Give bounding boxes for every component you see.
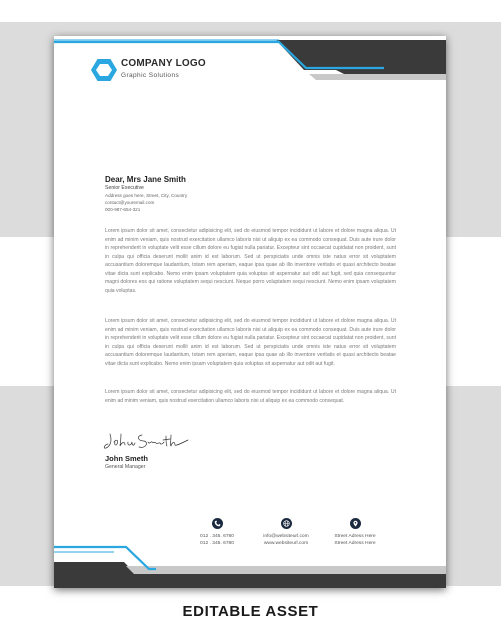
recipient-email: contact@youremail.com <box>105 200 155 205</box>
editable-asset-caption: EDITABLE ASSET <box>182 603 319 620</box>
footer-website[interactable]: www.websiteurl.com <box>263 541 309 546</box>
footer-address-line-1: Street Adress Here <box>334 534 376 539</box>
body-paragraph-1: Lorem ipsum dolor sit amet, consectetur adipisicing elit, sed do eiusmod tempor incididunt ut labore et dolore magna aliqua. Ut enim ad minim veniam, quis nostrud exercitation ullamco laboris nisi ut aliquip ex ea commodo consequat. Duis aute irure dolor in reprehenderit in voluptate velit esse cillum dolore eu fugiat nulla pariatur. Excepteur sint occaecat cupidatat non proident, sunt in culpa qui officia deserunt mollit anim id est laborum. Sed ut perspiciatis unde omnis iste natus error sit voluptatem accusantium doloremque laudantium, totam rem aperiam, eaque ipsa quae ab illo inventore veritatis et quasi architecto beatae vitae dicta sunt explicabo. Nemo enim ipsam voluptatem quia voluptas sit aspernatur aut odit aut fugit, sed quia consequuntur magni dolores eos qui ratione voluptatem sequi nesciunt. Neque porro voluptatem sequi nesciunt. Nemo enim ipsam voluptatem quia voluptas. <box>105 228 396 294</box>
hexagon-logo-icon <box>91 58 117 82</box>
body-paragraph-2: Lorem ipsum dolor sit amet, consectetur adipisicing elit, sed do eiusmod tempor incididunt ut labore et dolore magna aliqua. Ut enim ad minim veniam, quis nostrud exercitation ullamco laboris nisi ut aliquip ex ea commodo consequat. Duis aute irure dolor in reprehenderit in voluptate velit esse cillum dolore eu fugiat nulla pariatur. Excepteur sint occaecat cupidatat non proident, sunt in culpa qui officia deserunt mollit anim id est laborum. Sed ut perspiciatis unde omnis iste natus error sit voluptatem accusantium doloremque laudantium, totam rem aperiam, eaque ipsa quae ab illo inventore veritatis et quasi architecto beatae vitae dicta sunt explicabo. Nemo enim ipsam voluptatem quia voluptas sit aspernatur aut odit aut fugit. <box>105 318 396 367</box>
footer-decoration <box>54 540 446 588</box>
recipient-name: Dear, Mrs Jane Smith <box>105 175 186 184</box>
footer-phone-line-1: 012 . 345. 6780 <box>200 534 234 539</box>
signer-title: General Manager <box>105 464 146 470</box>
body-paragraph-3: Lorem ipsum dolor sit amet, consectetur adipisicing elit, sed do eiusmod tempor incididunt ut labore et dolore magna aliqua. Ut enim ad minim veniam, quis nostrud exercitation ullamco laboris nisi ut aliquip ex ea commodo consequat. <box>105 389 396 404</box>
handwritten-signature <box>102 430 192 452</box>
recipient-phone: 000-987-654-321 <box>105 207 141 212</box>
company-tagline: Graphic Solutions <box>121 72 180 79</box>
company-logo-text: COMPANY LOGO <box>121 58 206 69</box>
letterhead-page <box>54 36 446 588</box>
recipient-address: Address goes here, Street, City, Country <box>105 193 188 198</box>
location-pin-icon <box>350 518 361 529</box>
footer-address-line-2: Street Adress Here <box>334 541 376 546</box>
signer-name: John Smeth <box>105 454 148 463</box>
phone-icon <box>212 518 223 529</box>
globe-icon <box>281 518 292 529</box>
footer-phone-line-2: 012 . 345. 6780 <box>200 541 234 546</box>
recipient-title: Senior Executive <box>105 185 144 191</box>
footer-email[interactable]: info@websiteurl.com <box>263 534 309 539</box>
